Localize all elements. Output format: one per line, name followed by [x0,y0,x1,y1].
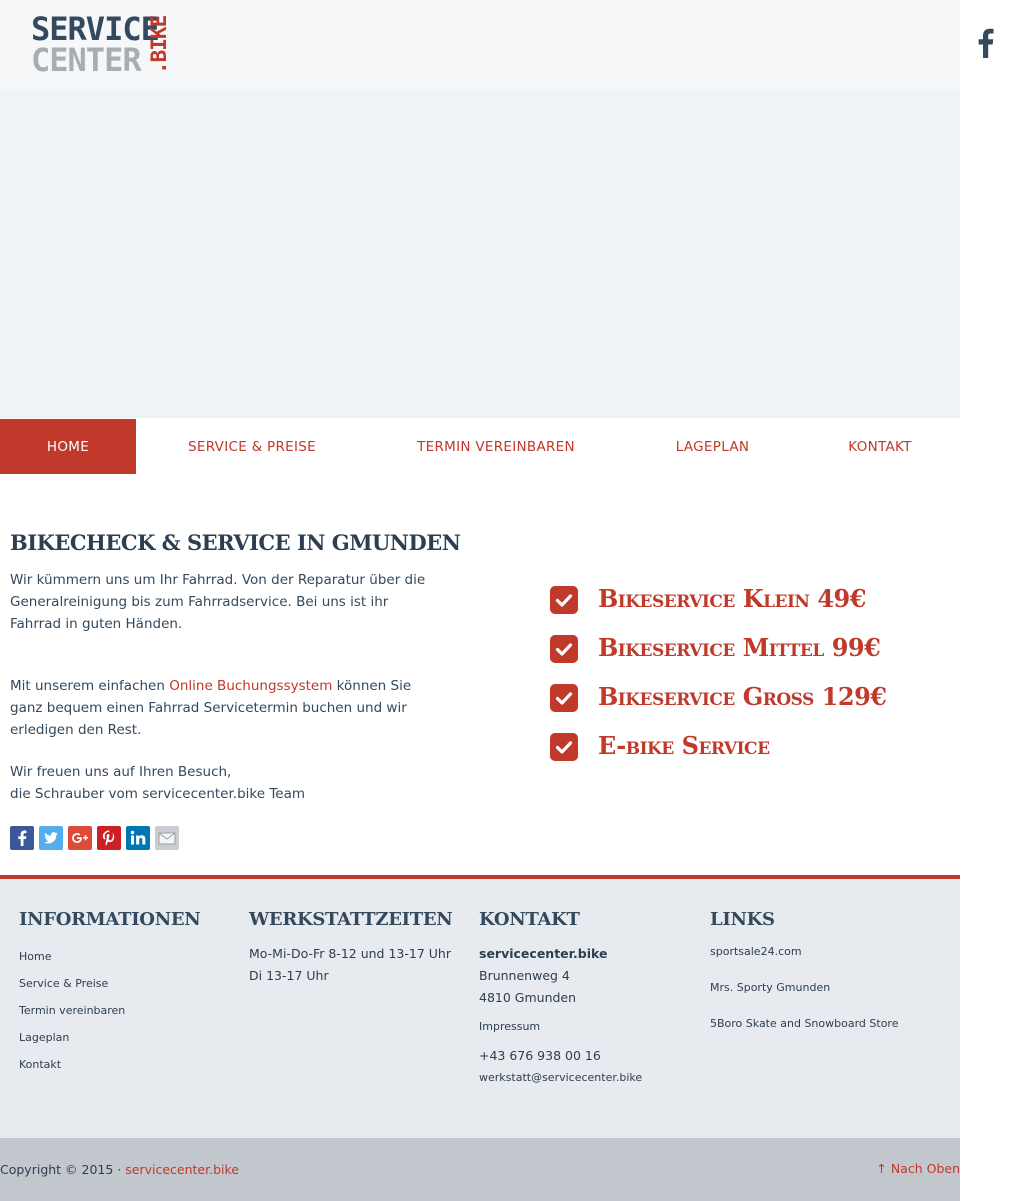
booking-text [10,675,435,741]
footer-links-heading: LINKS [710,909,775,930]
logo-text-bike: .BIKE [147,15,171,74]
footer-partner-link[interactable]: 5Boro Skate and Snowboard Store [710,1017,899,1030]
contact-email-link[interactable]: werkstatt@servicecenter.bike [479,1071,643,1084]
facebook-icon[interactable] [974,26,998,60]
service-label: Bikeservice Gross 129€ [598,682,887,711]
greeting-line-2: die Schrauber vom servicecenter.bike Team [10,786,306,802]
checkmark-icon [550,733,578,761]
impressum-link[interactable]: Impressum [479,1020,541,1033]
footer-hours-column [249,909,452,987]
share-googleplus-icon[interactable] [68,826,92,850]
checkmark-icon [550,684,578,712]
back-to-top-link[interactable]: ↑ Nach Oben [876,1161,960,1176]
share-linkedin-icon[interactable] [126,826,150,850]
service-label: Bikeservice Klein 49€ [598,584,866,613]
nav-item-kontakt[interactable]: KONTAKT [848,439,912,455]
footer-link-kontakt[interactable]: Kontakt [19,1058,62,1071]
service-label: E-bike Service [598,731,770,760]
bottom-bar [0,1138,960,1201]
logo-text-center: CENTER [31,41,141,79]
footer-contact-column [479,909,642,1089]
share-facebook-icon[interactable] [10,826,34,850]
nav-item-termin[interactable]: TERMIN VEREINBAREN [417,439,575,455]
copyright [0,1162,239,1177]
footer-link-service-preise[interactable]: Service & Preise [19,977,109,990]
hours-line-1: Mo-Mi-Do-Fr 8-12 und 13-17 Uhr [249,946,451,961]
footer-link-lageplan[interactable]: Lageplan [19,1031,70,1044]
page-title: BIKECHECK & SERVICE IN GMUNDEN [10,530,461,555]
footer-contact-heading: KONTAKT [479,909,580,930]
contact-name: servicecenter.bike [479,946,608,961]
hero-banner [0,89,960,418]
online-booking-link[interactable]: Online Buchungssystem [169,678,333,694]
checkmark-icon [550,586,578,614]
copyright-text: Copyright © 2015 · [0,1162,126,1177]
nav-item-service-preise[interactable]: SERVICE & PREISE [188,439,316,455]
logo-text-service: SERVICE [31,10,159,48]
footer-link-termin[interactable]: Termin vereinbaren [19,1004,126,1017]
share-pinterest-icon[interactable] [97,826,121,850]
main-navigation [0,419,960,474]
checkmark-icon [550,635,578,663]
nav-item-lageplan[interactable]: LAGEPLAN [675,439,750,455]
footer-link-home[interactable]: Home [19,950,52,963]
greeting-line-1: Wir freuen uns auf Ihren Besuch, [10,764,232,780]
site-logo[interactable] [31,10,171,79]
service-label: Bikeservice Mittel 99€ [598,633,881,662]
share-twitter-icon[interactable] [39,826,63,850]
contact-city: 4810 Gmunden [479,990,577,1005]
intro-text: Wir kümmern uns um Ihr Fahrrad. Von der Reparatur über die Generalreinigung bis zum Fahrradservice. Bei uns ist ihr Fahrrad in guten Händen. [10,572,426,632]
contact-phone: +43 676 938 00 16 [479,1048,601,1063]
share-email-icon[interactable] [155,826,179,850]
nav-item-home[interactable]: HOME [0,419,136,474]
footer-hours-heading: WERKSTATTZEITEN [249,909,453,930]
hours-line-2: Di 13-17 Uhr [249,968,329,983]
site-footer [0,875,960,1138]
footer-links-column [710,909,898,1042]
booking-text-pre: Mit unserem einfachen [10,678,170,694]
booking-text-post: können Sie ganz bequem einen Fahrrad Servicetermin buchen und wir erledigen den Rest. [10,678,412,738]
contact-street: Brunnenweg 4 [479,968,570,983]
footer-info-column [19,909,200,1078]
footer-partner-link[interactable]: sportsale24.com [710,945,802,958]
copyright-site-link[interactable]: servicecenter.bike [125,1162,239,1177]
footer-partner-link[interactable]: Mrs. Sporty Gmunden [710,981,831,994]
site-header [0,0,960,89]
footer-info-heading: INFORMATIONEN [19,909,201,930]
greeting-text [10,761,435,805]
